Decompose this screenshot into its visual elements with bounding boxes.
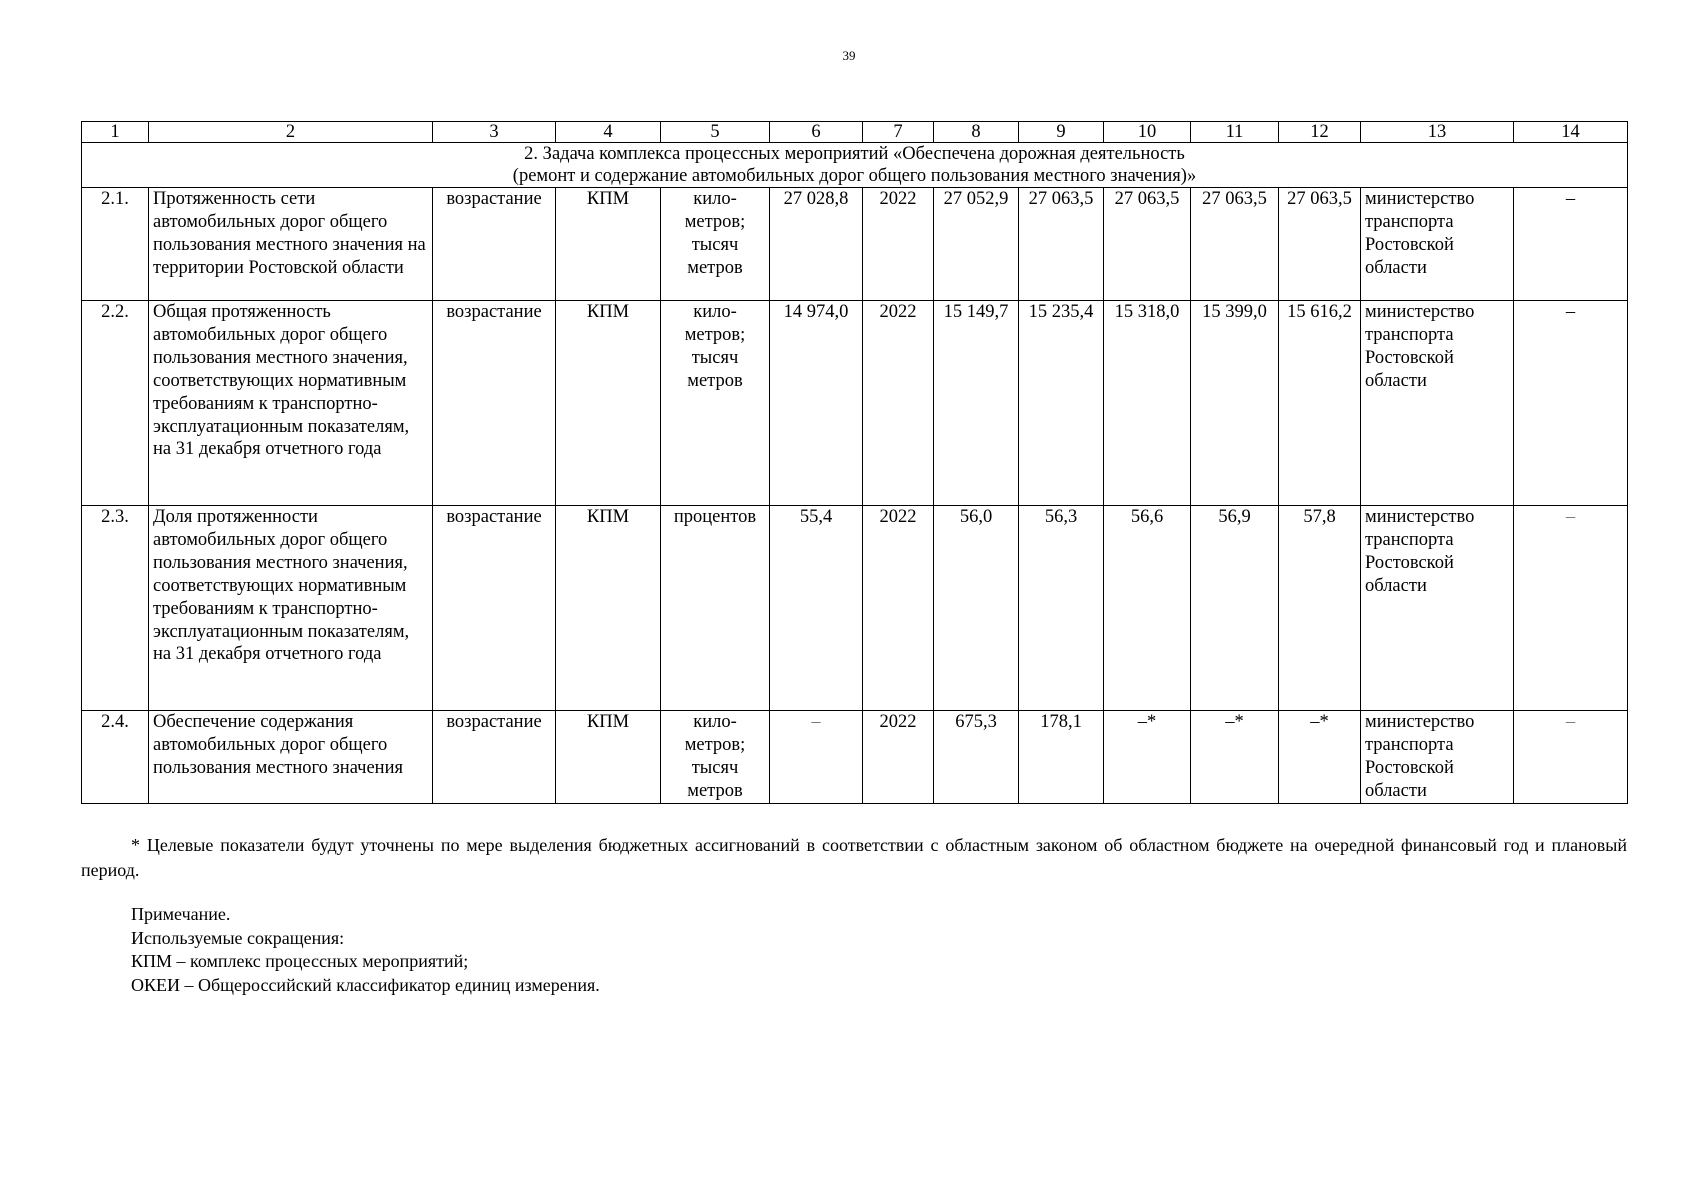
- base-year: 2022: [863, 506, 934, 711]
- indicator-name: Доля протяженности автомобильных дорог общего пользования местного значения, соответствующих нормативным требованиям к транспортно-эксплуатационным показателям, на 31 декабря отчетного года: [149, 506, 433, 711]
- value-col-10: 27 063,5: [1104, 188, 1191, 301]
- base-value: 14 974,0: [770, 301, 863, 506]
- value-col-8: 15 149,7: [934, 301, 1019, 506]
- section-title: [82, 143, 1628, 188]
- column-number: 11: [1191, 122, 1279, 143]
- value-col-8: 27 052,9: [934, 188, 1019, 301]
- value-col-11: 27 063,5: [1191, 188, 1279, 301]
- section-title-line-2: (ремонт и содержание автомобильных дорог общего пользования местного значения)»: [512, 166, 1197, 186]
- column-number: 13: [1361, 122, 1514, 143]
- page-number: 39: [842, 48, 856, 63]
- notes-subtitle: Используемые сокращения:: [131, 927, 345, 948]
- trend: возрастание: [433, 506, 556, 711]
- base-value: 27 028,8: [770, 188, 863, 301]
- value-col-8: 56,0: [934, 506, 1019, 711]
- note-item: ОКЕИ – Общероссийский классификатор единиц измерения.: [131, 974, 600, 995]
- row-number: 2.2.: [82, 301, 149, 506]
- indicator-type: КПМ: [556, 506, 661, 711]
- indicator-name: Протяженность сети автомобильных дорог общего пользования местного значения на территории Ростовской области: [149, 188, 433, 301]
- column-number: 7: [863, 122, 934, 143]
- indicator-name: Общая протяженность автомобильных дорог общего пользования местного значения, соответствующих нормативным требованиям к транспортно-эксплуатационным показателям, на 31 декабря отчетного года: [149, 301, 433, 506]
- value-col-10: 56,6: [1104, 506, 1191, 711]
- indicator-type: КПМ: [556, 711, 661, 804]
- footnote: * Целевые показатели будут уточнены по мере выделения бюджетных ассигнований в соответствии с областным законом об областном бюджете на очередной финансовый год и плановый период.: [81, 835, 1627, 880]
- value-col-11: –*: [1191, 711, 1279, 804]
- unit: кило- метров; тысяч метров: [661, 711, 770, 804]
- column-number: 6: [770, 122, 863, 143]
- responsible: министерство транспорта Ростовской области: [1361, 301, 1514, 506]
- unit: процентов: [661, 506, 770, 711]
- value-col-10: 15 318,0: [1104, 301, 1191, 506]
- indicators-table: [81, 121, 1628, 804]
- notes-block: [131, 903, 600, 997]
- column-number: 12: [1279, 122, 1361, 143]
- table-row: [82, 506, 1628, 711]
- value-col-9: 56,3: [1019, 506, 1104, 711]
- value-col-12: –*: [1279, 711, 1361, 804]
- trend: возрастание: [433, 188, 556, 301]
- value-col-10: –*: [1104, 711, 1191, 804]
- indicator-name: Обеспечение содержания автомобильных дорог общего пользования местного значения: [149, 711, 433, 804]
- row-number: 2.3.: [82, 506, 149, 711]
- value-col-9: 15 235,4: [1019, 301, 1104, 506]
- value-col-12: 15 616,2: [1279, 301, 1361, 506]
- value-col-8: 675,3: [934, 711, 1019, 804]
- value-col-9: 178,1: [1019, 711, 1104, 804]
- value-col-12: 57,8: [1279, 506, 1361, 711]
- note-item: КПМ – комплекс процессных мероприятий;: [131, 951, 469, 971]
- info-system: –: [1514, 188, 1628, 301]
- row-number: 2.4.: [82, 711, 149, 804]
- base-year: 2022: [863, 301, 934, 506]
- responsible: министерство транспорта Ростовской области: [1361, 711, 1514, 804]
- column-numbers-row: [82, 122, 1628, 143]
- section-title-line-1: 2. Задача комплекса процессных мероприятий «Обеспечена дорожная деятельность: [524, 144, 1185, 164]
- value-col-12: 27 063,5: [1279, 188, 1361, 301]
- column-number: 1: [82, 122, 149, 143]
- responsible: министерство транспорта Ростовской области: [1361, 506, 1514, 711]
- info-system: –: [1514, 711, 1628, 804]
- value-col-11: 15 399,0: [1191, 301, 1279, 506]
- value-col-11: 56,9: [1191, 506, 1279, 711]
- column-number: 8: [934, 122, 1019, 143]
- responsible: министерство транспорта Ростовской области: [1361, 188, 1514, 301]
- table-row: [82, 711, 1628, 804]
- notes-title: Примечание.: [131, 904, 231, 924]
- column-number: 10: [1104, 122, 1191, 143]
- section-header-row: [82, 143, 1628, 188]
- column-number: 2: [149, 122, 433, 143]
- base-year: 2022: [863, 711, 934, 804]
- table-row: [82, 301, 1628, 506]
- column-number: 5: [661, 122, 770, 143]
- unit: кило- метров; тысяч метров: [661, 301, 770, 506]
- base-value: –: [770, 711, 863, 804]
- column-number: 9: [1019, 122, 1104, 143]
- row-number: 2.1.: [82, 188, 149, 301]
- indicator-type: КПМ: [556, 301, 661, 506]
- column-number: 4: [556, 122, 661, 143]
- base-year: 2022: [863, 188, 934, 301]
- base-value: 55,4: [770, 506, 863, 711]
- value-col-9: 27 063,5: [1019, 188, 1104, 301]
- unit: кило- метров; тысяч метров: [661, 188, 770, 301]
- column-number: 14: [1514, 122, 1628, 143]
- trend: возрастание: [433, 711, 556, 804]
- column-number: 3: [433, 122, 556, 143]
- indicator-type: КПМ: [556, 188, 661, 301]
- trend: возрастание: [433, 301, 556, 506]
- info-system: –: [1514, 301, 1628, 506]
- info-system: –: [1514, 506, 1628, 711]
- table-row: [82, 188, 1628, 301]
